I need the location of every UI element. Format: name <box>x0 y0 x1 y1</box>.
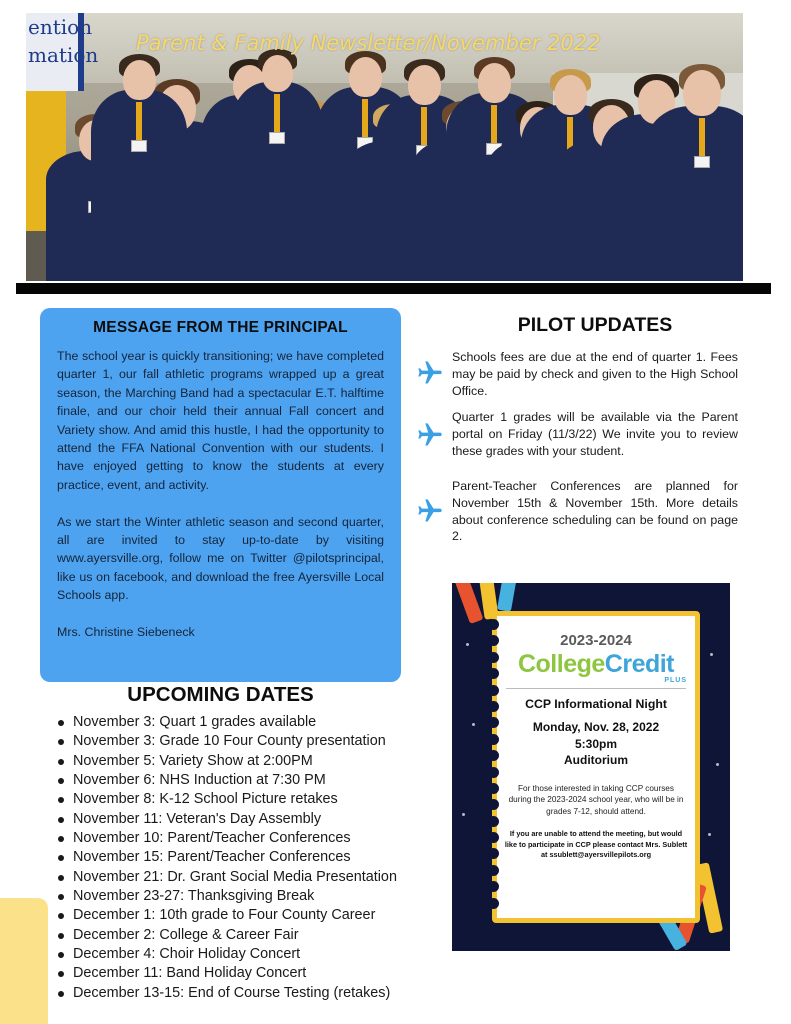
list-item: November 21: Dr. Grant Social Media Presentation <box>56 868 397 887</box>
notebook-hole <box>488 865 499 876</box>
notebook-hole <box>488 848 499 859</box>
logo-word-credit: Credit <box>604 650 675 678</box>
list-item: November 15: Parent/Teacher Conferences <box>56 848 397 867</box>
notebook-hole <box>488 832 499 843</box>
list-item: December 1: 10th grade to Four County Career <box>56 906 397 925</box>
flyer-time: 5:30pm <box>574 736 618 751</box>
list-item: December 4: Choir Holiday Concert <box>56 945 397 964</box>
notebook-hole <box>488 734 499 745</box>
student-figure-part <box>694 156 710 168</box>
notebook-hole <box>488 898 499 909</box>
flyer-event-name: CCP Informational Night <box>525 697 667 711</box>
airplane-icon <box>416 497 444 525</box>
list-item: December 13-15: End of Course Testing (retakes) <box>56 984 397 1003</box>
upcoming-dates-heading: UPCOMING DATES <box>127 683 314 706</box>
list-item: December 11: Band Holiday Concert <box>56 964 397 983</box>
notebook-hole <box>488 685 499 696</box>
notebook-hole <box>488 881 499 892</box>
student-figure <box>91 56 187 281</box>
notebook-hole <box>488 767 499 778</box>
list-item: November 8: K-12 School Picture retakes <box>56 790 397 809</box>
pilot-update-item <box>452 478 738 545</box>
list-item: November 3: Quart 1 grades available <box>56 713 397 732</box>
flyer-location: Auditorium <box>564 753 628 767</box>
notebook-hole <box>488 717 499 728</box>
pilot-update-text: Schools fees are due at the end of quarter 1. Fees may be paid by check and given to the High School Office. <box>452 350 738 398</box>
header-photo <box>26 13 743 281</box>
decorative-dot <box>710 653 713 656</box>
notebook-hole <box>488 750 499 761</box>
student-figure-part <box>699 118 705 158</box>
notebook-hole <box>488 816 499 827</box>
flyer-card <box>492 611 700 923</box>
student-figure-part <box>262 55 293 92</box>
decorative-yellow-tab <box>0 898 48 1024</box>
notebook-hole <box>488 619 499 630</box>
college-credit-plus-logo <box>497 651 695 677</box>
pilot-update-text: Parent-Teacher Conferences are planned for November 15th & November 15th. More details about conference scheduling can be found on page 2. <box>452 479 738 544</box>
student-figure <box>231 51 323 281</box>
airplane-icon <box>416 359 444 387</box>
convention-banner <box>26 13 99 91</box>
list-item: November 23-27: Thanksgiving Break <box>56 887 397 906</box>
principal-message-box <box>40 308 401 682</box>
student-figure-part <box>269 132 285 144</box>
pilot-update-item <box>452 409 738 459</box>
list-item: November 3: Grade 10 Four County presentation <box>56 732 397 751</box>
pilot-update-text: Quarter 1 grades will be available via the Parent portal on Friday (11/3/22) We invite you to review these grades with your student. <box>452 410 738 458</box>
flyer-date: Monday, Nov. 28, 2022 <box>532 720 660 734</box>
pencil-graphic <box>455 583 484 624</box>
notebook-holes <box>488 619 500 914</box>
student-figure-part <box>683 70 721 116</box>
flyer-year: 2023-2024 <box>560 632 632 649</box>
pilot-update-item <box>452 349 738 399</box>
black-divider <box>16 283 771 294</box>
upcoming-dates-list <box>56 713 397 1003</box>
notebook-hole <box>488 652 499 663</box>
ccp-flyer <box>452 583 730 951</box>
pilot-updates-heading: PILOT UPDATES <box>517 314 673 336</box>
principal-heading: MESSAGE FROM THE PRINCIPAL <box>93 319 348 336</box>
banner-text-line-2: mation <box>28 43 99 67</box>
student-figure <box>646 66 743 281</box>
principal-signature: Mrs. Christine Siebeneck <box>57 625 195 640</box>
decorative-dot <box>466 643 469 646</box>
decorative-dot <box>708 833 711 836</box>
banner-text-line-1: ention <box>28 15 93 39</box>
airplane-icon <box>416 421 444 449</box>
notebook-hole <box>488 783 499 794</box>
notebook-hole <box>488 668 499 679</box>
student-figure-part <box>131 140 147 152</box>
list-item: November 6: NHS Induction at 7:30 PM <box>56 771 397 790</box>
student-figure-part <box>274 94 280 134</box>
student-figure-part <box>136 102 142 142</box>
newsletter-title: Parent & Family Newsletter/November 2022 <box>136 31 601 55</box>
notebook-hole <box>488 635 499 646</box>
decorative-dot <box>462 813 465 816</box>
list-item: November 11: Veteran's Day Assembly <box>56 810 397 829</box>
decorative-dot <box>716 763 719 766</box>
logo-plus: PLUS <box>664 677 687 684</box>
notebook-hole <box>488 799 499 810</box>
list-item: November 5: Variety Show at 2:00PM <box>56 752 397 771</box>
student-figure-part <box>123 60 156 100</box>
principal-paragraph-2: As we start the Winter athletic season and second quarter, all are invited to stay up-to-date by visiting www.ayersville.org, follow me on Twitter @pilotsprincipal, like us on facebook, and download the free Ayersville Local Schools app. <box>57 514 384 603</box>
decorative-dot <box>472 723 475 726</box>
student-figure-part <box>646 106 743 281</box>
flyer-rule <box>506 688 686 689</box>
principal-paragraph-1: The school year is quickly transitioning; we have completed quarter 1, our fall athletic programs wrapped up a great season, the Marching Band had a spectacular E.T. halftime finale, and our choir held their annual Fall concert and Variety show. And amid this hustle, I had the opportunity to attend the FFA National Convention with our students. I have enjoyed getting to know the students at every practice, event, and activity. <box>57 349 384 492</box>
notebook-hole <box>488 701 499 712</box>
list-item: November 10: Parent/Teacher Conferences <box>56 829 397 848</box>
list-item: December 2: College & Career Fair <box>56 926 397 945</box>
student-figure-part <box>408 65 441 105</box>
pencil-graphic <box>497 583 517 612</box>
logo-word-college: College <box>517 650 605 678</box>
flyer-info: For those interested in taking CCP courses during the 2023-2024 school year, who will be in grades 7-12, should attend. <box>508 783 684 816</box>
student-figure-part <box>478 63 511 103</box>
flyer-contact-note: If you are unable to attend the meeting, but would like to participate in CCP please contact Mrs. Sublett at ssublett@ayersvillepilots.org <box>504 829 688 860</box>
